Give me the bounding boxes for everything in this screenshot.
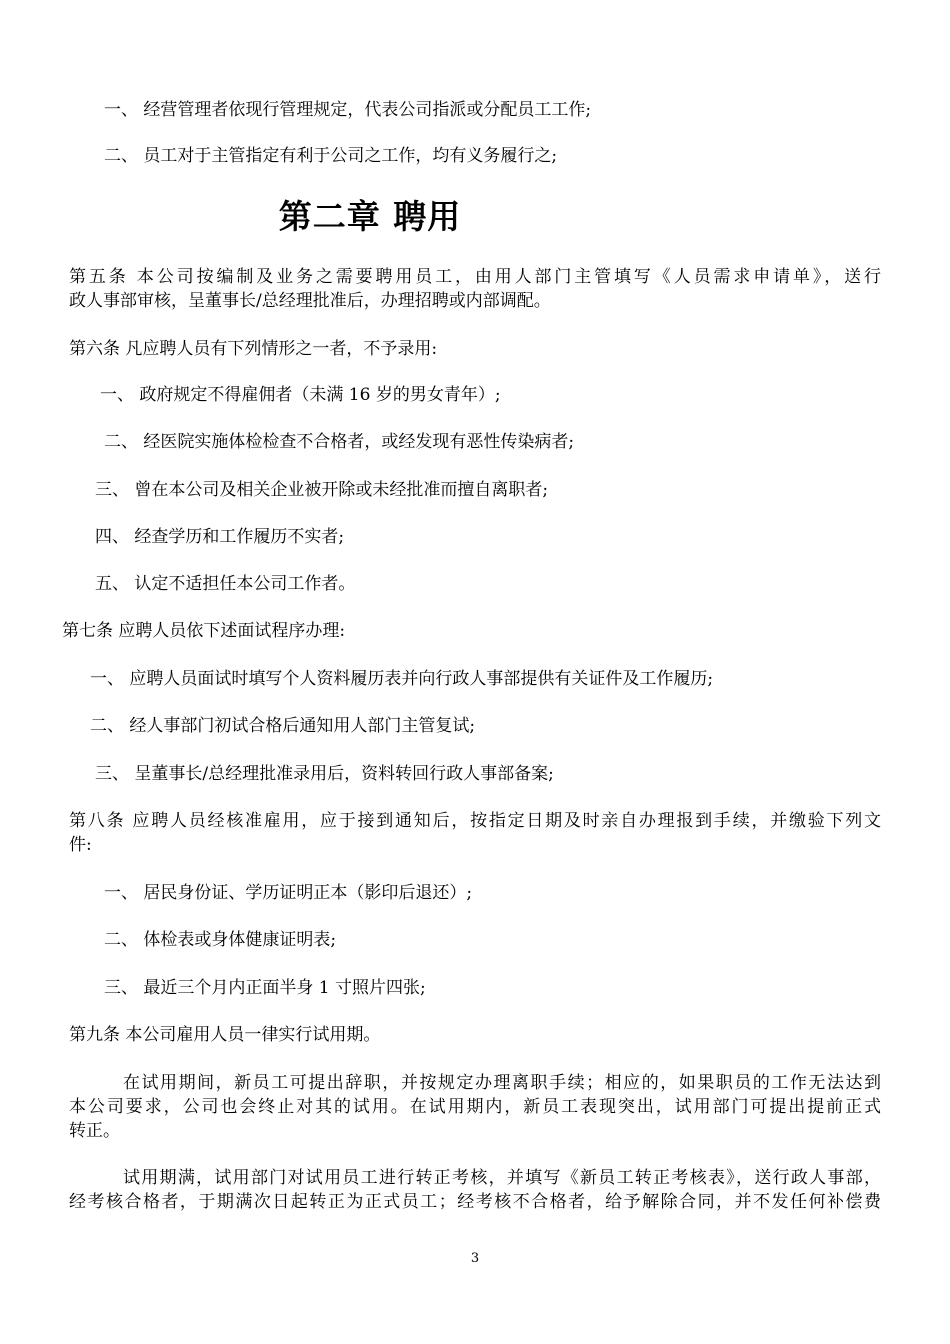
article-7-item-2: 二、 经人事部门初试合格后通知用人部门主管复试; (90, 716, 476, 736)
page-number: 3 (470, 1251, 480, 1266)
article-8-item-1: 一、 居民身份证、学历证明正本（影印后退还）; (104, 883, 473, 903)
article-5-line-1: 第五条 本公司按编制及业务之需要聘用员工，由用人部门主管填写《人员需求申请单》，送行 (69, 267, 881, 287)
article-6-heading: 第六条 凡应聘人员有下列情形之一者，不予录用: (69, 339, 438, 359)
article-9-para-1-line-1: 在试用期间，新员工可提出辞职，并按规定办理离职手续；相应的，如果职员的工作无法达到 (123, 1073, 881, 1093)
article-9-para-2-line-1: 试用期满，试用部门对试用员工进行转正考核，并填写《新员工转正考核表》，送行政人事部， (123, 1168, 881, 1188)
article-8-line-1: 第八条 应聘人员经核准雇用，应于接到通知后，按指定日期及时亲自办理报到手续，并缴验下列文 (69, 811, 881, 831)
article-6-item-3: 三、 曾在本公司及相关企业被开除或未经批准而擅自离职者; (95, 480, 549, 500)
article-9-para-2-line-2: 经考核合格者，于期满次日起转正为正式员工；经考核不合格者，给予解除合同，并不发任何补偿费 (69, 1192, 881, 1212)
article-6-item-5: 五、 认定不适担任本公司工作者。 (95, 574, 356, 594)
article-5-line-2: 政人事部审核，呈董事长/总经理批准后，办理招聘或内部调配。 (69, 291, 551, 311)
article-7-heading: 第七条 应聘人员依下述面试程序办理: (62, 621, 346, 641)
prev-item-1: 一、 经营管理者依现行管理规定，代表公司指派或分配员工工作; (104, 100, 592, 120)
article-8-item-2: 二、 体检表或身体健康证明表; (104, 930, 337, 950)
prev-item-2: 二、 员工对于主管指定有利于公司之工作，均有义务履行之; (104, 146, 558, 166)
article-6-item-4: 四、 经查学历和工作履历不实者; (95, 527, 345, 547)
article-9-para-1-line-2: 本公司要求，公司也会终止对其的试用。在试用期内，新员工表现突出，试用部门可提出提前正式 (69, 1097, 881, 1117)
chapter-title: 第二章 聘用 (278, 197, 462, 236)
article-8-line-2: 件: (69, 835, 92, 855)
article-9-para-1-line-3: 转正。 (69, 1121, 120, 1141)
article-6-item-1: 一、 政府规定不得雇佣者（未满 16 岁的男女青年）; (100, 385, 501, 405)
article-7-item-1: 一、 应聘人员面试时填写个人资料履历表并向行政人事部提供有关证件及工作履历; (90, 669, 714, 689)
article-8-item-3: 三、 最近三个月内正面半身 1 寸照片四张; (104, 978, 426, 998)
article-9-heading: 第九条 本公司雇用人员一律实行试用期。 (69, 1025, 381, 1045)
article-6-item-2: 二、 经医院实施体检检查不合格者，或经发现有恶性传染病者; (104, 432, 575, 452)
article-7-item-3: 三、 呈董事长/总经理批准录用后，资料转回行政人事部备案; (95, 764, 554, 784)
